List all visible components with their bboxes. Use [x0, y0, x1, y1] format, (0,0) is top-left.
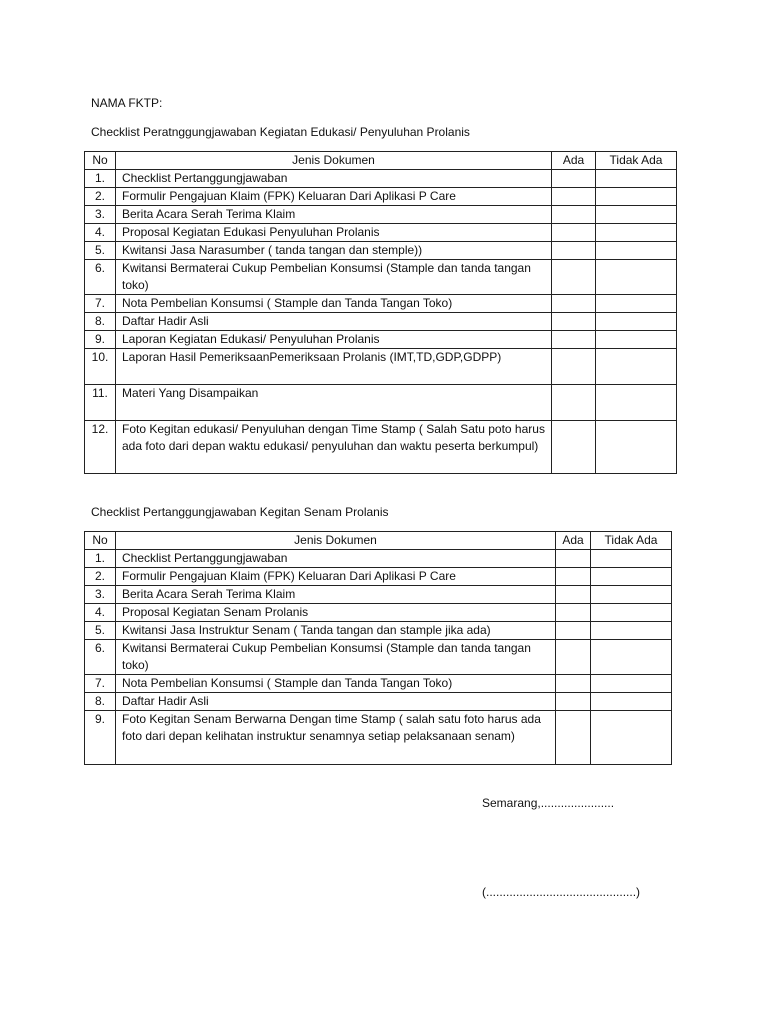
row-number: 2.: [85, 568, 116, 586]
tidak-ada-cell: [596, 295, 677, 313]
table-row: [85, 550, 672, 568]
ada-cell: [552, 331, 596, 349]
ada-cell: [552, 260, 596, 295]
document-name: Berita Acara Serah Terima Klaim: [116, 206, 552, 224]
column-header-ada: Ada: [552, 152, 596, 170]
document-name: Checklist Pertanggungjawaban: [116, 550, 556, 568]
table-header-row: [85, 152, 677, 170]
tidak-ada-cell: [591, 693, 672, 711]
row-number: 3.: [85, 206, 116, 224]
row-number: 5.: [85, 242, 116, 260]
column-header-jenis-dokumen: Jenis Dokumen: [116, 152, 552, 170]
document-name: Daftar Hadir Asli: [116, 313, 552, 331]
ada-cell: [556, 675, 591, 693]
fktp-name-label: NAMA FKTP:: [91, 96, 163, 110]
ada-cell: [552, 313, 596, 331]
tidak-ada-cell: [596, 242, 677, 260]
edukasi-checklist-title: Checklist Peratnggungjawaban Kegiatan Edukasi/ Penyuluhan Prolanis: [91, 125, 470, 139]
ada-cell: [556, 550, 591, 568]
document-name: Kwitansi Bermaterai Cukup Pembelian Konsumsi (Stample dan tanda tangan toko): [116, 260, 552, 295]
row-number: 8.: [85, 693, 116, 711]
table-row: [85, 693, 672, 711]
table-row: [85, 295, 677, 313]
document-name: Foto Kegitan edukasi/ Penyuluhan dengan Time Stamp ( Salah Satu poto harus ada foto dari depan waktu edukasi/ penyuluhan dan waktu peserta berkumpul): [116, 421, 552, 474]
ada-cell: [552, 295, 596, 313]
ada-cell: [556, 568, 591, 586]
ada-cell: [556, 640, 591, 675]
tidak-ada-cell: [596, 224, 677, 242]
column-header-jenis-dokumen: Jenis Dokumen: [116, 532, 556, 550]
ada-cell: [552, 349, 596, 385]
row-number: 7.: [85, 295, 116, 313]
column-header-no: No: [85, 532, 116, 550]
table-row: [85, 260, 677, 295]
row-number: 3.: [85, 586, 116, 604]
row-number: 1.: [85, 170, 116, 188]
tidak-ada-cell: [596, 206, 677, 224]
tidak-ada-cell: [596, 188, 677, 206]
tidak-ada-cell: [591, 568, 672, 586]
tidak-ada-cell: [596, 349, 677, 385]
tidak-ada-cell: [591, 640, 672, 675]
tidak-ada-cell: [596, 313, 677, 331]
document-name: Proposal Kegiatan Edukasi Penyuluhan Prolanis: [116, 224, 552, 242]
row-number: 4.: [85, 604, 116, 622]
table-header-row: [85, 532, 672, 550]
row-number: 12.: [85, 421, 116, 474]
document-name: Berita Acara Serah Terima Klaim: [116, 586, 556, 604]
tidak-ada-cell: [591, 550, 672, 568]
document-name: Formulir Pengajuan Klaim (FPK) Keluaran Dari Aplikasi P Care: [116, 568, 556, 586]
tidak-ada-cell: [591, 675, 672, 693]
tidak-ada-cell: [596, 260, 677, 295]
ada-cell: [552, 188, 596, 206]
document-name: Checklist Pertanggungjawaban: [116, 170, 552, 188]
row-number: 6.: [85, 640, 116, 675]
tidak-ada-cell: [591, 711, 672, 765]
document-name: Foto Kegitan Senam Berwarna Dengan time Stamp ( salah satu foto harus ada foto dari depan kelihatan instruktur senamnya setiap pelaksanaan senam): [116, 711, 556, 765]
tidak-ada-cell: [596, 421, 677, 474]
tidak-ada-cell: [591, 604, 672, 622]
column-header-tidak-ada: Tidak Ada: [596, 152, 677, 170]
document-name: Materi Yang Disampaikan: [116, 385, 552, 421]
table-row: [85, 224, 677, 242]
document-name: Proposal Kegiatan Senam Prolanis: [116, 604, 556, 622]
table-row: [85, 675, 672, 693]
table-row: [85, 349, 677, 385]
document-name: Nota Pembelian Konsumsi ( Stample dan Tanda Tangan Toko): [116, 675, 556, 693]
row-number: 9.: [85, 331, 116, 349]
table-row: [85, 421, 677, 474]
ada-cell: [552, 242, 596, 260]
table-row: [85, 622, 672, 640]
table-row: [85, 568, 672, 586]
place-date-line: Semarang,......................: [482, 796, 615, 810]
ada-cell: [556, 604, 591, 622]
tidak-ada-cell: [591, 586, 672, 604]
table-row: [85, 242, 677, 260]
ada-cell: [556, 711, 591, 765]
edukasi-checklist-table: [84, 151, 677, 474]
table-row: [85, 331, 677, 349]
table-row: [85, 385, 677, 421]
row-number: 1.: [85, 550, 116, 568]
table-row: [85, 188, 677, 206]
ada-cell: [556, 586, 591, 604]
senam-checklist-table: [84, 531, 672, 765]
table-row: [85, 586, 672, 604]
senam-checklist-title: Checklist Pertanggungjawaban Kegitan Senam Prolanis: [91, 505, 389, 519]
signature-line: (.............................................): [482, 885, 641, 899]
ada-cell: [552, 224, 596, 242]
document-name: Laporan Kegiatan Edukasi/ Penyuluhan Prolanis: [116, 331, 552, 349]
column-header-ada: Ada: [556, 532, 591, 550]
tidak-ada-cell: [591, 622, 672, 640]
ada-cell: [556, 693, 591, 711]
column-header-no: No: [85, 152, 116, 170]
row-number: 7.: [85, 675, 116, 693]
row-number: 10.: [85, 349, 116, 385]
tidak-ada-cell: [596, 331, 677, 349]
row-number: 6.: [85, 260, 116, 295]
row-number: 11.: [85, 385, 116, 421]
tidak-ada-cell: [596, 385, 677, 421]
table-row: [85, 170, 677, 188]
ada-cell: [552, 206, 596, 224]
row-number: 5.: [85, 622, 116, 640]
document-name: Kwitansi Jasa Instruktur Senam ( Tanda tangan dan stample jika ada): [116, 622, 556, 640]
table-row: [85, 711, 672, 765]
document-name: Daftar Hadir Asli: [116, 693, 556, 711]
document-name: Kwitansi Jasa Narasumber ( tanda tangan dan stemple)): [116, 242, 552, 260]
document-name: Formulir Pengajuan Klaim (FPK) Keluaran Dari Aplikasi P Care: [116, 188, 552, 206]
document-name: Nota Pembelian Konsumsi ( Stample dan Tanda Tangan Toko): [116, 295, 552, 313]
table-row: [85, 313, 677, 331]
table-row: [85, 206, 677, 224]
table-row: [85, 604, 672, 622]
tidak-ada-cell: [596, 170, 677, 188]
table-row: [85, 640, 672, 675]
row-number: 9.: [85, 711, 116, 765]
ada-cell: [552, 385, 596, 421]
ada-cell: [552, 421, 596, 474]
document-name: Laporan Hasil PemeriksaanPemeriksaan Prolanis (IMT,TD,GDP,GDPP): [116, 349, 552, 385]
document-name: Kwitansi Bermaterai Cukup Pembelian Konsumsi (Stample dan tanda tangan toko): [116, 640, 556, 675]
row-number: 2.: [85, 188, 116, 206]
ada-cell: [552, 170, 596, 188]
ada-cell: [556, 622, 591, 640]
row-number: 8.: [85, 313, 116, 331]
column-header-tidak-ada: Tidak Ada: [591, 532, 672, 550]
row-number: 4.: [85, 224, 116, 242]
